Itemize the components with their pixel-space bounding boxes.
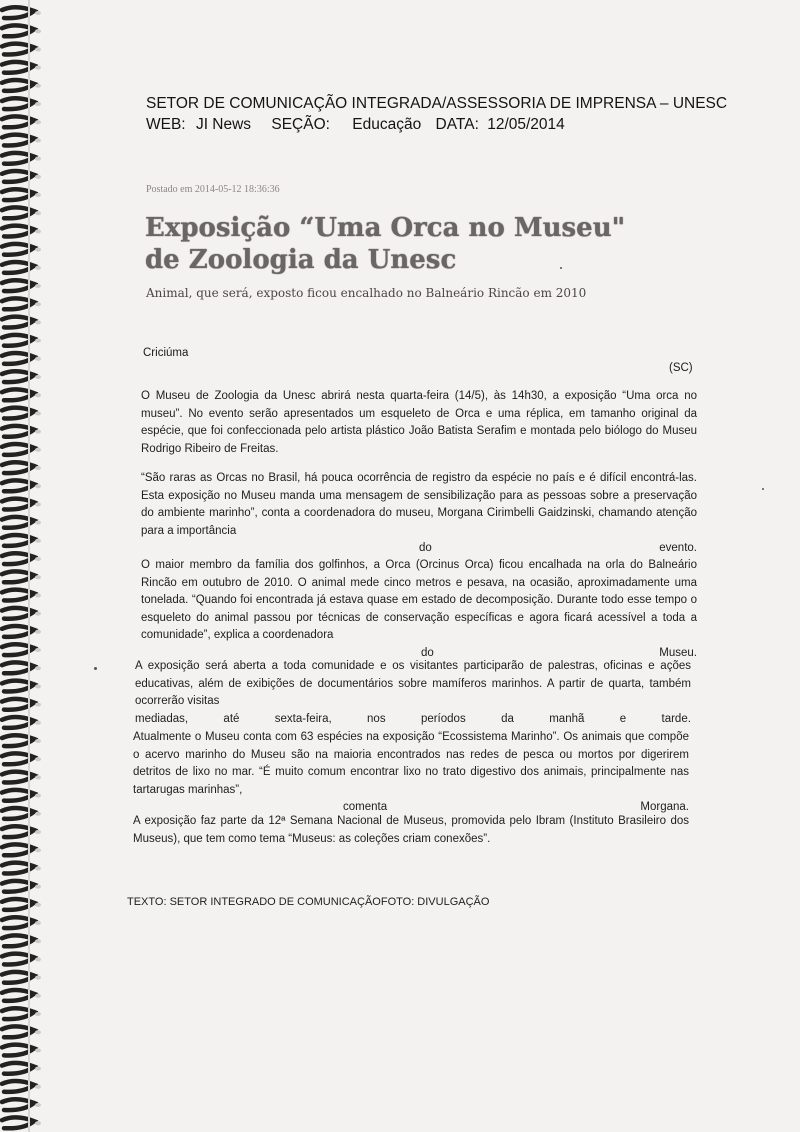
binding-hole: [35, 903, 41, 907]
tail-word: até: [223, 712, 240, 725]
tail-word: comenta: [343, 801, 388, 813]
binding-hole: [35, 830, 41, 834]
paragraph-2-main: “São raras as Orcas no Brasil, há pouca ocorrência de registro da espécie no país e é difícil encontrá-las. Esta exposição no Museu manda uma mensagem de sensibilização para as pessoas sobre a preservação do ambiente marinho”, conta a coordenadora do museu, Morgana Cirimbelli Gaidzinski, chamando atenção para a importância: [141, 472, 697, 537]
binding-hole: [35, 1048, 41, 1052]
binding-hole: [35, 994, 41, 998]
binding-hole: [35, 575, 41, 579]
tail-word: do: [419, 542, 432, 554]
section-value: Educação: [352, 116, 422, 133]
binding-hole: [35, 66, 41, 70]
binding-hole: [35, 193, 41, 197]
binding-hole: [35, 921, 41, 925]
tail-word: mediadas,: [135, 712, 189, 725]
binding-hole: [35, 29, 41, 33]
binding-hole: [35, 666, 41, 670]
binding-hole: [35, 976, 41, 980]
section-label: SEÇÃO:: [271, 116, 330, 133]
binding-hole: [35, 739, 41, 743]
binding-hole: [35, 502, 41, 506]
binding-hole: [35, 47, 41, 51]
paragraph-4: [135, 658, 691, 728]
tail-word: tarde.: [661, 712, 691, 725]
spiral-binding: [0, 0, 48, 1132]
binding-hole: [35, 138, 41, 142]
binding-hole: [35, 848, 41, 852]
paragraph-6: A exposição faz parte da 12ª Semana Nacional de Museus, promovida pelo Ibram (Instituto Brasileiro dos Museus), que tem como tema “Museus: as coleções criam conexões”.: [133, 815, 689, 845]
credits-line: TEXTO: SETOR INTEGRADO DE COMUNICAÇÃOFOTO: DIVULGAÇÃO: [127, 896, 490, 908]
binding-hole: [35, 957, 41, 961]
binding-hole: [35, 302, 41, 306]
binding-hole: [35, 1030, 41, 1034]
web-label: WEB:: [146, 116, 186, 133]
binding-hole: [35, 466, 41, 470]
binding-hole: [35, 521, 41, 525]
binding-hole: [35, 1121, 41, 1125]
tail-word: manhã: [549, 712, 585, 725]
binding-hole: [35, 120, 41, 124]
tail-word: períodos: [420, 712, 466, 725]
binding-hole: [35, 1085, 41, 1089]
paragraph-2-tail: [141, 540, 697, 558]
binding-hole: [35, 703, 41, 707]
date-label: DATA:: [435, 116, 479, 133]
binding-hole: [35, 357, 41, 361]
web-value: JI News: [195, 116, 252, 133]
tail-word: sexta-feira,: [274, 712, 332, 725]
binding-hole: [35, 375, 41, 379]
binding-hole: [35, 157, 41, 161]
binding-hole: [35, 430, 41, 434]
tail-word: da: [501, 712, 514, 725]
tail-word: e: [619, 712, 627, 725]
article-title: Exposição “Uma Orca no Museu" de Zoologia da Unesc: [145, 213, 626, 275]
binding-hole: [35, 939, 41, 943]
binding-hole: [35, 1012, 41, 1016]
binding-hole: [35, 557, 41, 561]
binding-hole: [35, 393, 41, 397]
paragraph-3-main: O maior membro da família dos golfinhos, a Orca (Orcinus Orca) ficou encalhada na orla do Balneário Rincão em outubro de 2010. O animal mede cinco metros e pesava, na ocasião, aproximadamente uma tonelada. “Quando foi encontrada já estava quase em estado de decomposição. Durante todo esse tempo o esqueleto do animal passou por técnicas de conservação específicas e agora ficará acessível a toda a comunidade”, explica a coordenadora: [141, 559, 697, 641]
posted-timestamp: Postado em 2014-05-12 18:36:36: [146, 184, 280, 195]
binding-hole: [35, 11, 41, 15]
binding-hole: [35, 484, 41, 488]
header-line-1: SETOR DE COMUNICAÇÃO INTEGRADA/ASSESSORIA DE IMPRENSA – UNESC: [146, 95, 728, 112]
paragraph-5: [133, 729, 689, 817]
binding-hole: [35, 339, 41, 343]
paragraph-1: O Museu de Zoologia da Unesc abrirá nesta quarta-feira (14/5), às 14h30, a exposição “Uma orca no museu”. No evento serão apresentados um esqueleto de Orca e uma réplica, em tamanho original da espécie, que foi confeccionada pelo artista plástico João Batista Serafim e montada pelo biólogo do Museu Rodrigo Ribeiro de Freitas.: [141, 390, 697, 455]
binding-hole: [35, 866, 41, 870]
scan-speck: [94, 667, 97, 670]
binding-hole: [35, 211, 41, 215]
tail-word: Museu.: [659, 646, 697, 659]
binding-hole: [35, 885, 41, 889]
dateline-state: (SC): [669, 362, 693, 374]
paragraph-2: [141, 470, 697, 558]
binding-hole: [35, 612, 41, 616]
article-subtitle: Animal, que será, exposto ficou encalhado no Balneário Rincão em 2010: [146, 286, 587, 300]
binding-hole: [35, 175, 41, 179]
binding-hole: [35, 794, 41, 798]
binding-hole: [35, 448, 41, 452]
binding-hole: [35, 248, 41, 252]
tail-word: nos: [367, 712, 386, 725]
paragraph-4-main: A exposição será aberta a toda comunidade e os visitantes participarão de palestras, oficinas e ações educativas, além de exibições de documentários sobre mamíferos marinhos. A partir de quarta, também ocorrerão visitas: [135, 660, 691, 707]
binding-hole: [35, 1067, 41, 1071]
binding-hole: [35, 757, 41, 761]
date-value: 12/05/2014: [487, 116, 565, 133]
binding-hole: [35, 102, 41, 106]
binding-hole: [35, 593, 41, 597]
tail-word: do: [421, 646, 434, 659]
binding-hole: [35, 721, 41, 725]
paragraph-5-main: Atualmente o Museu conta com 63 espécies na exposição “Ecossistema Marinho”. Os animais que compõe o acervo marinho do Museu são na maioria encontrados nas redes de pesca ou mortos por digerirem detritos de lixo no mar. “É muito comum encontrar lixo no trato digestivo dos animais, principalmente nas tartarugas marinhas”,: [133, 731, 689, 796]
scan-speck: [560, 267, 562, 269]
binding-hole: [35, 84, 41, 88]
scan-speck: [762, 488, 764, 490]
binding-hole: [35, 684, 41, 688]
binding-hole: [35, 284, 41, 288]
binding-hole: [35, 266, 41, 270]
dateline-city: Criciúma: [143, 347, 189, 359]
binding-hole: [35, 630, 41, 634]
binding-hole: [35, 539, 41, 543]
paragraph-4-tail: [135, 711, 691, 729]
binding-hole: [35, 229, 41, 233]
binding-hole: [35, 1103, 41, 1107]
page-edge: [28, 0, 30, 1132]
header-line-2: [146, 116, 766, 134]
binding-hole: [35, 812, 41, 816]
binding-hole: [35, 775, 41, 779]
binding-hole: [35, 411, 41, 415]
paragraph-3: [141, 557, 697, 662]
binding-hole: [35, 648, 41, 652]
tail-word: Morgana.: [640, 801, 689, 813]
binding-hole: [35, 320, 41, 324]
tail-word: evento.: [659, 542, 697, 554]
